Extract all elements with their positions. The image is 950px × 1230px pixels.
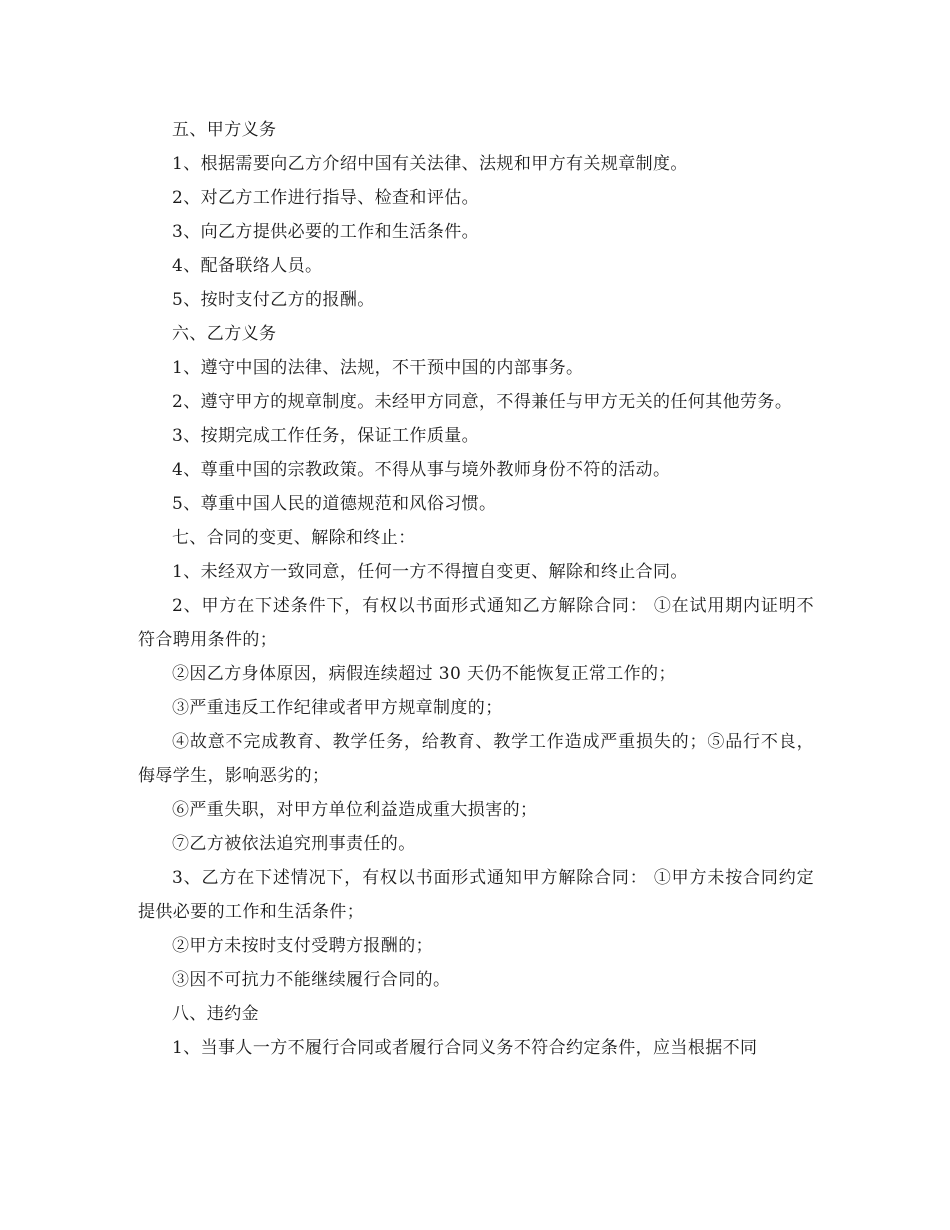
clause-paragraph: ②甲方未按时支付受聘方报酬的； bbox=[172, 936, 433, 956]
clause-paragraph: 2、甲方在下述条件下，有权以书面形式通知乙方解除合同： ①在试用期内证明不符合聘用条件的； bbox=[138, 596, 814, 650]
clause-paragraph: ⑥严重失职，对甲方单位利益造成重大损害的； bbox=[172, 800, 538, 820]
clause-paragraph: 3、按期完成工作任务，保证工作质量。 bbox=[172, 426, 480, 446]
clause-paragraph: ③严重违反工作纪律或者甲方规章制度的； bbox=[172, 698, 503, 718]
clause-paragraph: 5、按时支付乙方的报酬。 bbox=[172, 290, 375, 310]
section-heading-contract-changes: 七、合同的变更、解除和终止： bbox=[172, 528, 416, 548]
document-body bbox=[138, 113, 814, 1065]
clause-paragraph: ⑦乙方被依法追究刑事责任的。 bbox=[172, 834, 416, 854]
clause-paragraph: 1、未经双方一致同意，任何一方不得擅自变更、解除和终止合同。 bbox=[172, 562, 688, 582]
clause-paragraph: 2、对乙方工作进行指导、检查和评估。 bbox=[172, 188, 480, 208]
section-heading-penalty: 八、违约金 bbox=[172, 1004, 259, 1024]
clause-paragraph: 2、遵守甲方的规章制度。未经甲方同意，不得兼任与甲方无关的任何其他劳务。 bbox=[172, 392, 793, 412]
clause-paragraph: 1、当事人一方不履行合同或者履行合同义务不符合约定条件，应当根据不同 bbox=[172, 1038, 758, 1058]
clause-paragraph: 3、向乙方提供必要的工作和生活条件。 bbox=[172, 222, 480, 242]
clause-paragraph: ②因乙方身体原因，病假连续超过 30 天仍不能恢复正常工作的； bbox=[172, 664, 676, 684]
clause-paragraph: 3、乙方在下述情况下，有权以书面形式通知甲方解除合同： ①甲方未按合同约定提供必要的工作和生活条件； bbox=[138, 868, 814, 922]
clause-paragraph: ③因不可抗力不能继续履行合同的。 bbox=[172, 970, 451, 990]
clause-paragraph: ④故意不完成教育、教学任务，给教育、教学工作造成严重损失的；⑤品行不良，侮辱学生，影响恶劣的； bbox=[138, 732, 814, 786]
clause-paragraph: 4、配备联络人员。 bbox=[172, 256, 323, 276]
clause-paragraph: 4、尊重中国的宗教政策。不得从事与境外教师身份不符的活动。 bbox=[172, 460, 671, 480]
section-heading-party-a-obligations: 五、甲方义务 bbox=[172, 120, 277, 140]
section-heading-party-b-obligations: 六、乙方义务 bbox=[172, 324, 277, 344]
clause-paragraph: 1、遵守中国的法律、法规，不干预中国的内部事务。 bbox=[172, 358, 584, 378]
clause-paragraph: 1、根据需要向乙方介绍中国有关法律、法规和甲方有关规章制度。 bbox=[172, 154, 688, 174]
clause-paragraph: 5、尊重中国人民的道德规范和风俗习惯。 bbox=[172, 494, 497, 514]
